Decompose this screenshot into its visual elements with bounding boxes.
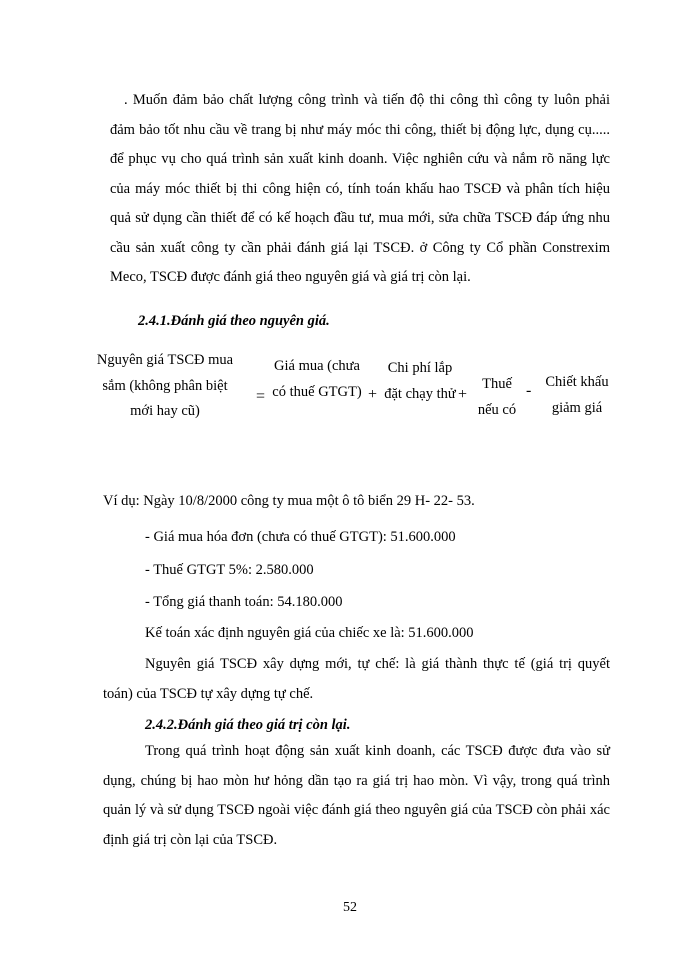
example-total: - Tổng giá thanh toán: 54.180.000 [145, 594, 343, 610]
example-invoice-price: - Giá mua hóa đơn (chưa có thuế GTGT): 51.600.000 [145, 529, 456, 545]
example-vat: - Thuế GTGT 5%: 2.580.000 [145, 562, 314, 578]
section-heading-remaining-value: 2.4.2.Đánh giá theo giá trị còn lại. [145, 717, 351, 733]
formula-minus: - [526, 382, 532, 399]
formula-plus-1: + [368, 386, 378, 403]
formula-installation-cost: Chi phí lắp đặt chạy thử [384, 360, 456, 402]
formula-plus-2: + [458, 386, 468, 403]
example-conclusion: Kế toán xác định nguyên giá của chiếc xe là: 51.600.000 [145, 625, 474, 641]
original-cost-formula [90, 340, 650, 460]
example-line: Ví dụ: Ngày 10/8/2000 công ty mua một ô tô biển 29 H- 22- 53. [103, 493, 475, 509]
formula-lhs: Nguyên giá TSCĐ mua sắm (không phân biệt mới hay cũ) [96, 352, 234, 419]
formula-discount: Chiết khấu giảm giá [545, 374, 609, 416]
page-number: 52 [343, 900, 357, 915]
formula-purchase-price: Giá mua (chưa có thuế GTGT) [272, 358, 362, 400]
intro-paragraph: . Muốn đảm bảo chất lượng công trình và tiến độ thi công thì công ty luôn phải đảm bảo tốt nhu cầu về trang bị như máy móc thi công, thiết bị động lực, dụng cụ..... để phục vụ cho quá trình sản xuất kinh doanh. Việc nghiên cứu và nắm rõ năng lực của máy móc thiết bị thi công hiện có, tính toán khấu hao TSCĐ và phân tích hiệu quả sử dụng cần thiết để có kế hoạch đầu tư, mua mới, sửa chữa TSCĐ đáp ứng nhu cầu sản xuất công ty cần phải đánh giá lại TSCĐ. ở Công ty Cổ phần Constrexim Meco, TSCĐ được đánh giá theo nguyên giá và giá trị còn lại. [110, 92, 610, 285]
construct-paragraph: Nguyên giá TSCĐ xây dựng mới, tự chế: là giá thành thực tế (giá trị quyết toán) của TSCĐ tự xây dựng tự chế. [103, 656, 610, 702]
remaining-value-paragraph: Trong quá trình hoạt động sản xuất kinh doanh, các TSCĐ được đưa vào sử dụng, chúng bị hao mòn hư hỏng dần tạo ra giá trị hao mòn. Vì vậy, trong quá trình quản lý và sử dụng TSCĐ ngoài việc đánh giá theo nguyên giá của TSCĐ còn phải xác định giá trị còn lại của TSCĐ. [103, 743, 610, 848]
formula-equals: = [256, 388, 266, 405]
section-heading-original-cost: 2.4.1.Đánh giá theo nguyên giá. [138, 313, 330, 329]
formula-tax: Thuế nếu có [477, 376, 517, 418]
